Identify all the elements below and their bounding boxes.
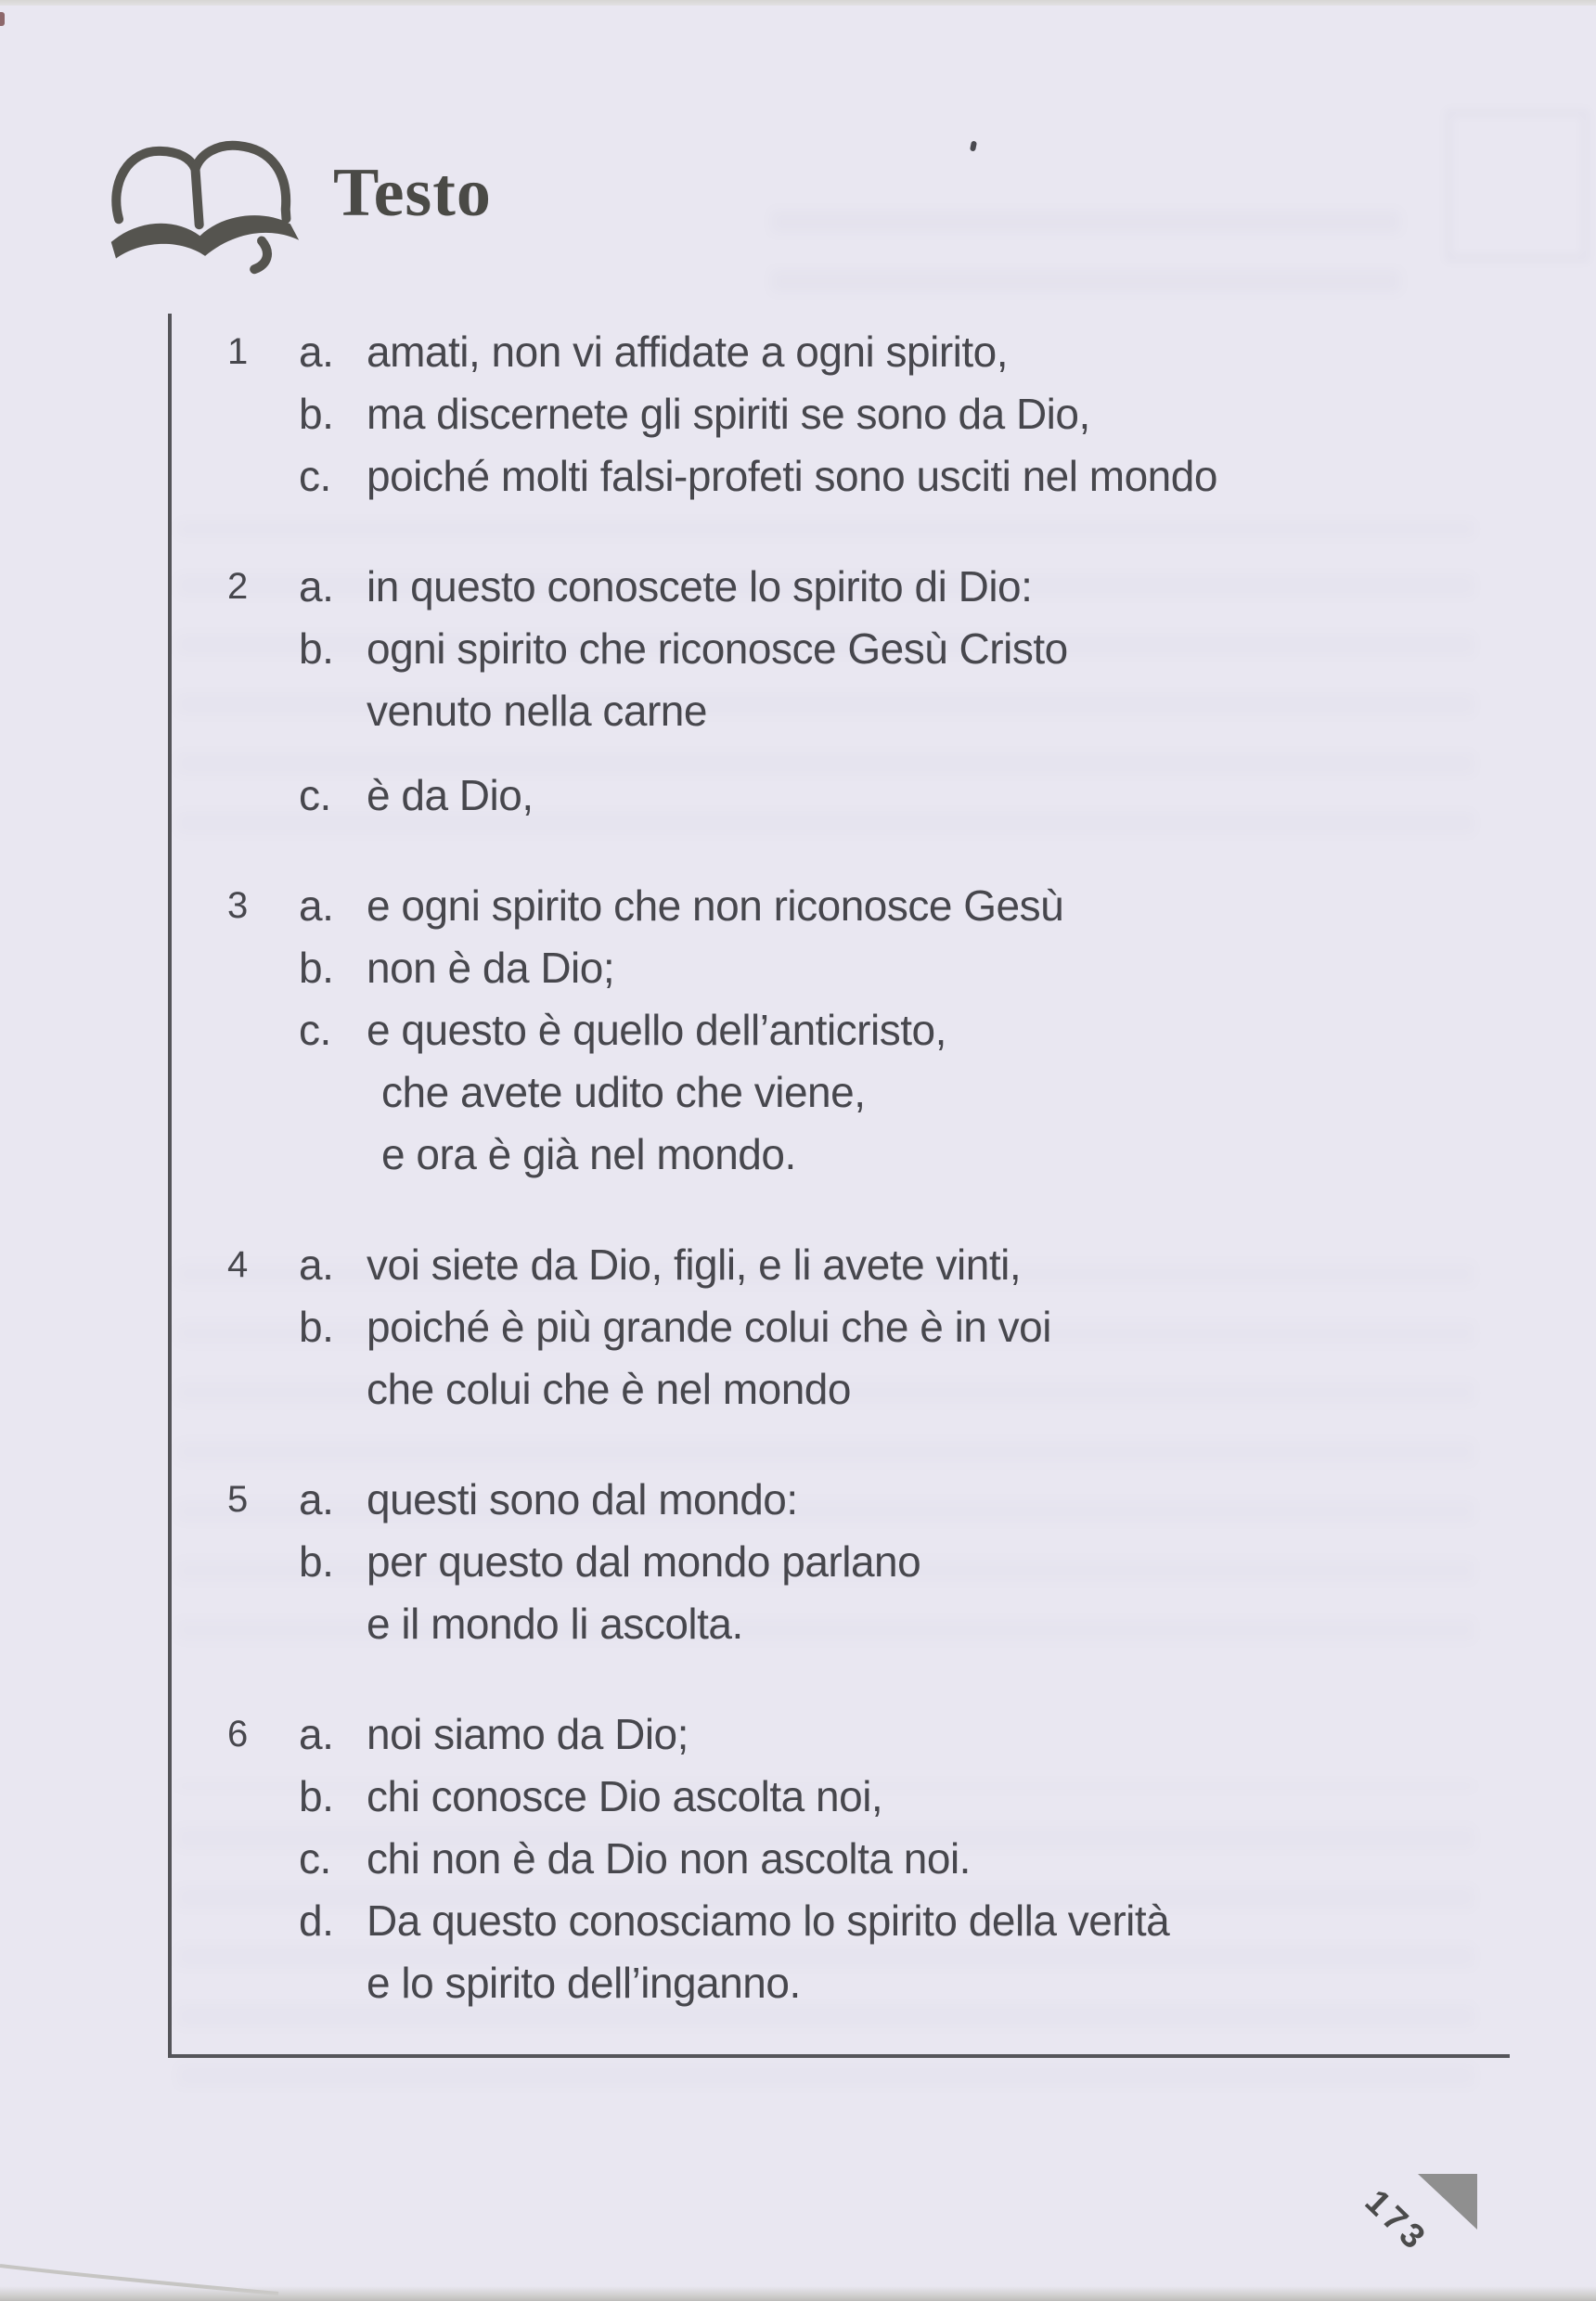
line-letter: a. [299,1710,334,1758]
page-number: 173 [1358,2182,1436,2259]
verse-number: 3 [227,885,249,926]
line-letter: b. [299,944,334,992]
line-text: poiché molti falsi-profeti sono usciti nel mondo [367,452,1217,500]
verse-number: 2 [227,566,249,607]
verse [0,556,1540,827]
verse [0,875,1540,1186]
page-corner-triangle [1418,2174,1477,2230]
verse-line [227,445,1540,508]
verse-line [227,1469,1540,1531]
verse-line [227,680,1540,742]
verse-line [227,1061,1540,1124]
line-letter: a. [299,328,334,376]
line-letter: b. [299,1772,334,1820]
line-text: è da Dio, [367,771,534,819]
line-text: e il mondo li ascolta. [367,1600,743,1648]
verse-line [227,937,1540,999]
line-text: per questo dal mondo parlano [367,1537,921,1586]
line-text: poiché è più grande colui che è in voi [367,1303,1051,1351]
line-letter: b. [299,1537,334,1586]
line-text: Da questo conosciamo lo spirito della verità [367,1896,1170,1945]
verse-line [227,1531,1540,1593]
bleed-through-text [770,182,1401,293]
verse-line [227,1703,1540,1766]
line-letter: b. [299,390,334,438]
line-letter: a. [299,1475,334,1523]
line-text: ma discernete gli spiriti se sono da Dio, [367,390,1090,438]
ink-speck [970,140,977,151]
verse-lines [227,1234,1540,1420]
verse-line [227,1358,1540,1420]
line-letter: c. [299,771,331,819]
verse-lines [227,321,1540,508]
verse-line [227,765,1540,827]
verse-line [227,1890,1540,1952]
verse-lines [227,1703,1540,2014]
line-text: non è da Dio; [367,944,615,992]
verse [0,321,1540,508]
verse-line [227,1952,1540,2014]
verse-line [227,875,1540,937]
open-book-icon [96,128,307,275]
line-text: e ora è già nel mondo. [381,1130,796,1178]
line-letter: c. [299,452,331,500]
verse-line [227,999,1540,1061]
line-text: chi non è da Dio non ascolta noi. [367,1834,971,1883]
line-text: noi siamo da Dio; [367,1710,689,1758]
verse-line [227,1593,1540,1655]
line-text: questi sono dal mondo: [367,1475,798,1523]
line-text: voi siete da Dio, figli, e li avete vinti, [367,1240,1022,1289]
line-letter: a. [299,1240,334,1289]
verse-line [227,618,1540,680]
verse-number: 5 [227,1479,249,1520]
line-text: venuto nella carne [367,687,707,735]
line-letter: c. [299,1834,331,1883]
bleed-through-icon [1444,108,1590,264]
section-title: Testo [333,155,492,231]
line-letter: b. [299,1303,334,1351]
verse-number: 1 [227,331,249,372]
line-letter: d. [299,1896,334,1945]
line-letter: a. [299,881,334,930]
section-header [96,128,492,275]
scan-top-edge [0,0,1596,6]
scan-edge-speck [0,12,5,26]
verse-line [227,1766,1540,1828]
verse-line [227,383,1540,445]
verse-line [227,1234,1540,1296]
line-text: che colui che è nel mondo [367,1365,851,1413]
verse-lines [227,1469,1540,1655]
line-text: amati, non vi affidate a ogni spirito, [367,328,1009,376]
line-letter: a. [299,562,334,611]
line-letter: c. [299,1006,331,1054]
line-text: e questo è quello dell’anticristo, [367,1006,946,1054]
line-text: chi conosce Dio ascolta noi, [367,1772,883,1820]
verse-line [227,1124,1540,1186]
verse-lines [227,875,1540,1186]
line-letter: b. [299,624,334,673]
verse-number: 6 [227,1714,249,1755]
line-text: e ogni spirito che non riconosce Gesù [367,881,1064,930]
verse-number: 4 [227,1244,249,1285]
verse-lines [227,556,1540,827]
verse-line [227,1828,1540,1890]
scan-bottom-edge [0,2286,1596,2301]
verses [0,321,1540,2063]
line-text: e lo spirito dell’inganno. [367,1959,801,2007]
verse [0,1234,1540,1420]
verse [0,1703,1540,2014]
verse-line [227,321,1540,383]
verse-line [227,1296,1540,1358]
line-text: in questo conoscete lo spirito di Dio: [367,562,1033,611]
verse-line [227,556,1540,618]
verse [0,1469,1540,1655]
line-text: ogni spirito che riconosce Gesù Cristo [367,624,1068,673]
line-text: che avete udito che viene, [381,1068,866,1116]
